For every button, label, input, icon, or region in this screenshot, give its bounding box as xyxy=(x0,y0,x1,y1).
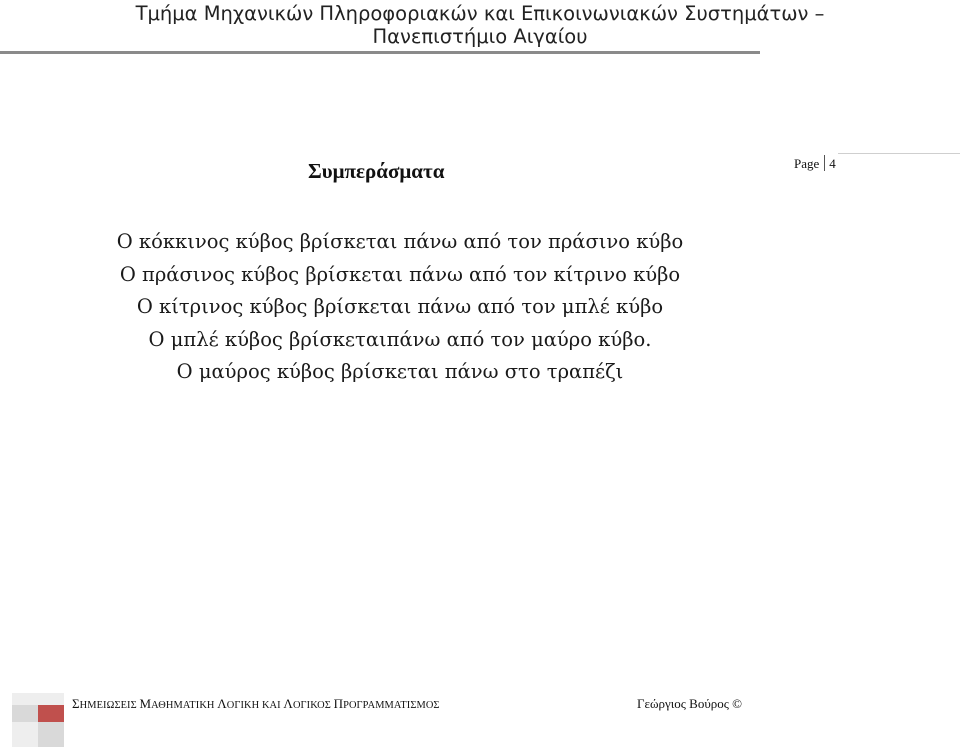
body-line: Ο μαύρος κύβος βρίσκεται πάνω στο τραπέζι xyxy=(176,360,624,383)
footer-title-part: ΟΓΙΚΟΣ xyxy=(292,700,334,711)
footer-course-title xyxy=(72,696,440,712)
footer-title-part: Μ xyxy=(139,696,152,711)
footer-logo xyxy=(12,693,64,747)
footer-title-part: ΟΓΙΚΗ ΚΑΙ xyxy=(226,700,284,711)
logo-block xyxy=(12,722,38,747)
logo-block xyxy=(12,693,38,705)
footer-title-part: Λ xyxy=(217,696,227,711)
footer-title-part: Σ xyxy=(72,696,80,711)
section-title: Συμπεράσματα xyxy=(308,159,445,183)
body-line: Ο μπλέ κύβος βρίσκεταιπάνω από τον μαύρο κύβο. xyxy=(148,327,652,351)
logo-block xyxy=(38,693,64,705)
logo-block xyxy=(38,705,64,722)
footer-title-part: ΡΟΓΡΑΜΜΑΤΙΣΜΟΣ xyxy=(343,700,440,711)
logo-block xyxy=(38,722,64,747)
footer-title-part: Λ xyxy=(283,696,293,711)
page-number: 4 xyxy=(829,156,836,171)
body-line: Ο πράσινος κύβος βρίσκεται πάνω από τον κίτρινο κύβο xyxy=(119,262,681,286)
page-rule xyxy=(838,153,960,154)
page-indicator xyxy=(794,155,836,172)
body-line: Ο κίτρινος κύβος βρίσκεται πάνω από τον μπλέ κύβο xyxy=(136,295,664,318)
header-line-2: Πανεπιστήμιο Αιγαίου xyxy=(372,25,588,48)
body-line: Ο κόκκινος κύβος βρίσκεται πάνω από τον πράσινο κύβο xyxy=(116,230,684,253)
body-text xyxy=(0,226,800,389)
header-line-1: Τμήμα Μηχανικών Πληροφοριακών και Επικοινωνιακών Συστημάτων – xyxy=(135,2,825,25)
footer-author: Γεώργιος Βούρος © xyxy=(637,696,743,711)
header-rule xyxy=(0,51,760,54)
footer-title-part: Π xyxy=(333,696,344,711)
page-label: Page xyxy=(794,156,820,171)
footer-title-part: ΗΜΕΙΩΣΕΙΣ xyxy=(79,700,140,711)
logo-block xyxy=(12,705,38,722)
footer-title-part: ΑΘΗΜΑΤΙΚΗ xyxy=(151,700,218,711)
page-separator xyxy=(824,155,825,171)
